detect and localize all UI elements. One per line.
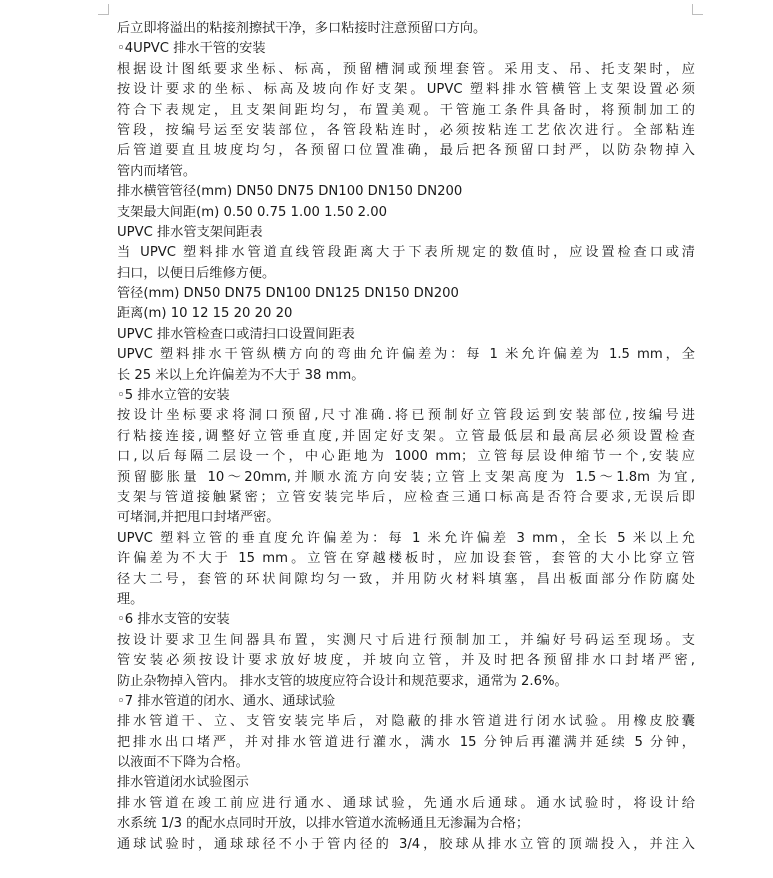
text-line: 后管道要直且坡度均匀，各预留口位置准确，最后把各预留口封严，以防杂物掉入 bbox=[117, 143, 695, 159]
text-line: 排水管道在竣工前应进行通水、通球试验，先通水后通球。通水试验时，将设计给 bbox=[117, 795, 695, 811]
text-line: UPVC 塑料立管的垂直度允许偏差为：每 1 米允许偏差 3 mm，全长 5 米以上允 bbox=[117, 530, 695, 546]
document-body bbox=[117, 19, 695, 855]
text-line: 径大二号，套管的环状间隙均匀一致，并用防火材料填塞，昌出板面部分作防腐处 bbox=[117, 571, 695, 587]
text-line: 可堵洞,并把甩口封堵严密。 bbox=[117, 510, 280, 526]
text-line: 管内而堵管。 bbox=[117, 163, 197, 179]
text-line: 行粘接连接,调整好立管垂直度,并固定好支架。立管最低层和最高层必须设置检查 bbox=[117, 428, 695, 444]
text-line: 符合下表规定，且支架间距均匀，布置美观。干管施工条件具备时，将预制加工的 bbox=[117, 102, 695, 118]
text-line: 排水管道闭水试验图示 bbox=[117, 775, 249, 791]
text-line: 水系统 1/3 的配水点同时开放，以排水管道水流畅通且无渗漏为合格； bbox=[117, 816, 530, 832]
text-line: ◦7 排水管道的闭水、通水、通球试验 bbox=[117, 693, 336, 709]
text-line: ◦4UPVC 排水干管的安装 bbox=[117, 41, 266, 57]
text-line: 根据设计图纸要求坐标、标高，预留槽洞或预埋套管。采用支、吊、托支架时，应 bbox=[117, 61, 695, 77]
text-line: 按设计坐标要求将洞口预留,尺寸准确.将已预制好立管段运到安装部位,按编号进 bbox=[117, 408, 695, 424]
text-line: ◦5 排水立管的安装 bbox=[117, 388, 230, 404]
text-line: 支架最大间距(m) 0.50 0.75 1.00 1.50 2.00 bbox=[117, 204, 388, 220]
text-line: 支架与管道接触紧密；立管安装完毕后，应检查三通口标高是否符合要求,无误后即 bbox=[117, 489, 695, 505]
text-line: 管径(mm) DN50 DN75 DN100 DN125 DN150 DN200 bbox=[117, 286, 459, 302]
text-line: 把排水出口堵严，并对排水管道进行灌水，满水 15 分钟后再灌满并延续 5 分钟， bbox=[117, 734, 695, 750]
text-line: UPVC 塑料排水干管纵横方向的弯曲允许偏差为：每 1 米允许偏差为 1.5 mm，全 bbox=[117, 347, 695, 363]
text-line: 后立即将溢出的粘接剂擦拭干净，多口粘接时注意预留口方向。 bbox=[117, 21, 487, 36]
text-line: 防止杂物掉入管内。 排水支管的坡度应符合设计和规范要求，通常为 2.6%。 bbox=[117, 673, 568, 689]
text-line: 排水管道干、立、支管安装完毕后，对隐蔽的排水管道进行闭水试验。用橡皮胶囊 bbox=[117, 714, 695, 730]
text-line: 按设计要求的坐标、标高及坡向作好支架。UPVC 塑料排水管横管上支架设置必须 bbox=[117, 82, 695, 98]
text-line: 口,以后每隔二层设一个，中心距地为 1000 mm；立管每层设伸缩节一个,安装应 bbox=[117, 449, 695, 465]
text-line: 扫口，以便日后维修方便。 bbox=[117, 265, 276, 281]
text-line: 预留膨胀量 10～20mm,并顺水流方向安装;立管上支架高度为 1.5～1.8m 为宜, bbox=[117, 469, 695, 485]
text-line: ◦6 排水支管的安装 bbox=[117, 612, 230, 628]
text-line: UPVC 排水管检查口或清扫口设置间距表 bbox=[117, 326, 355, 342]
text-line: 按设计要求卫生间器具布置，实测尺寸后进行预制加工，并编好号码运至现场。支 bbox=[117, 632, 695, 648]
text-line: 排水横管管径(mm) DN50 DN75 DN100 DN150 DN200 bbox=[117, 184, 463, 200]
text-line: 许偏差为不大于 15 mm。立管在穿越楼板时，应加设套管，套管的大小比穿立管 bbox=[117, 551, 695, 567]
text-line: UPVC 排水管支架间距表 bbox=[117, 224, 263, 240]
text-line: 长 25 米以上允许偏差为不大于 38 mm。 bbox=[117, 367, 365, 383]
text-line: 管安装必须按设计要求放好坡度，并坡向立管，并及时把各预留排水口封堵严密, bbox=[117, 653, 695, 669]
text-line: 管段，按编号运至安装部位，各管段粘连时，必须按粘连工艺依次进行。全部粘连 bbox=[117, 122, 695, 138]
text-line: 理。 bbox=[117, 591, 144, 607]
page-corner-mark-right bbox=[692, 4, 703, 15]
text-line: 当 UPVC 塑料排水管道直线管段距离大于下表所规定的数值时，应设置检查口或清 bbox=[117, 245, 695, 261]
text-line: 距离(m) 10 12 15 20 20 20 bbox=[117, 306, 293, 322]
text-line: 以液面不下降为合格。 bbox=[117, 755, 249, 771]
page-corner-mark-left bbox=[98, 4, 109, 15]
text-line: 通球试验时，通球球径不小于管内径的 3/4，胶球从排水立管的顶端投入，并注入 bbox=[117, 836, 695, 852]
